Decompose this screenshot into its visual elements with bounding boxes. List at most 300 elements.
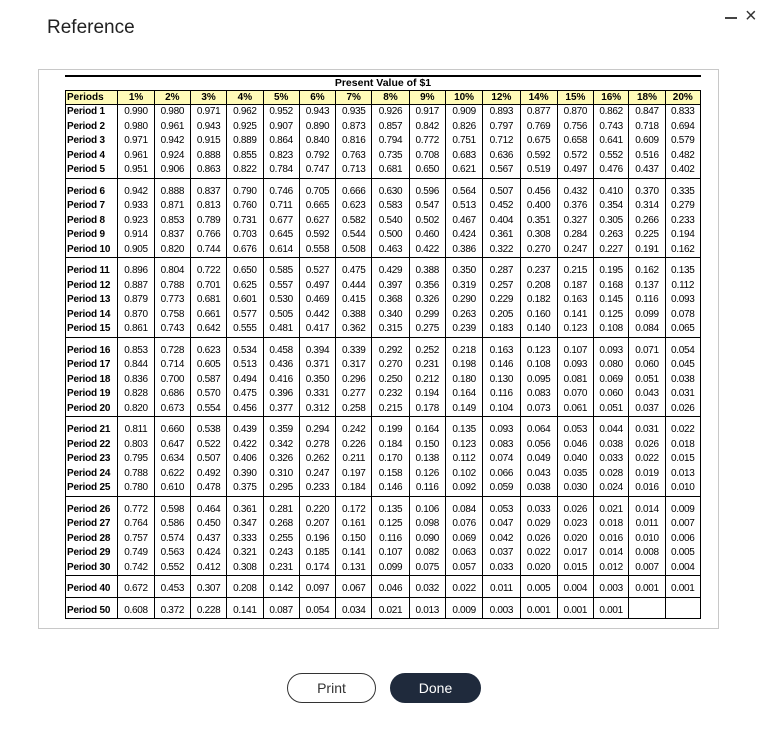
table-cell: 0.295	[263, 481, 299, 496]
table-cell: 0.634	[154, 452, 190, 467]
table-cell: 0.784	[263, 163, 299, 178]
table-cell: 0.354	[594, 199, 629, 214]
table-cell: 0.270	[372, 358, 409, 373]
table-cell: 0.003	[594, 576, 629, 598]
table-cell: 0.095	[520, 373, 557, 388]
table-cell: 0.010	[629, 532, 665, 547]
table-row	[66, 561, 701, 576]
table-cell: 0.464	[190, 496, 226, 517]
table-cell: 0.614	[263, 243, 299, 258]
row-period-label: Period 50	[66, 597, 118, 619]
table-cell: 0.010	[665, 481, 700, 496]
table-cell: 0.145	[594, 293, 629, 308]
table-cell: 0.971	[118, 134, 154, 149]
table-cell: 0.840	[299, 134, 335, 149]
table-cell: 0.042	[483, 532, 520, 547]
table-cell: 0.811	[118, 417, 154, 438]
table-cell: 0.402	[665, 163, 700, 178]
present-value-table	[65, 90, 701, 619]
table-cell: 0.228	[190, 597, 226, 619]
table-cell: 0.022	[629, 452, 665, 467]
table-cell: 0.130	[483, 373, 520, 388]
table-caption: Present Value of $1	[334, 77, 432, 89]
table-cell: 0.905	[118, 243, 154, 258]
table-cell: 0.790	[227, 178, 263, 199]
table-row	[66, 373, 701, 388]
table-cell: 0.712	[483, 134, 520, 149]
table-cell: 0.731	[227, 214, 263, 229]
table-cell: 0.059	[483, 481, 520, 496]
table-cell: 0.396	[263, 387, 299, 402]
table-cell: 0.227	[594, 243, 629, 258]
table-cell: 0.046	[557, 438, 593, 453]
table-cell: 0.351	[520, 214, 557, 229]
table-cell: 0.013	[409, 597, 445, 619]
row-period-label: Period 4	[66, 149, 118, 164]
table-row	[66, 576, 701, 598]
table-cell: 0.943	[190, 120, 226, 135]
table-cell: 0.164	[409, 417, 445, 438]
table-body	[66, 105, 701, 619]
table-cell: 0.507	[483, 178, 520, 199]
table-cell: 0.060	[594, 387, 629, 402]
table-cell: 0.722	[190, 258, 226, 279]
table-cell: 0.879	[118, 293, 154, 308]
table-cell: 0.098	[409, 517, 445, 532]
table-cell: 0.888	[190, 149, 226, 164]
table-row	[66, 496, 701, 517]
table-cell: 0.371	[299, 358, 335, 373]
row-period-label: Period 1	[66, 105, 118, 120]
column-header-rate: 7%	[336, 91, 372, 105]
table-cell: 0.469	[299, 293, 335, 308]
table-cell: 0.772	[409, 134, 445, 149]
table-cell: 0.711	[263, 199, 299, 214]
table-cell: 0.087	[263, 597, 299, 619]
table-cell: 0.460	[409, 228, 445, 243]
table-cell: 0.333	[227, 532, 263, 547]
table-cell: 0.842	[409, 120, 445, 135]
table-cell: 0.014	[629, 496, 665, 517]
table-cell: 0.197	[336, 467, 372, 482]
table-cell: 0.400	[520, 199, 557, 214]
table-cell: 0.376	[557, 199, 593, 214]
table-cell: 0.837	[190, 178, 226, 199]
table-cell: 0.310	[263, 467, 299, 482]
table-cell: 0.031	[629, 417, 665, 438]
table-cell: 0.372	[154, 597, 190, 619]
table-cell: 0.016	[629, 481, 665, 496]
table-cell: 0.275	[409, 322, 445, 337]
table-cell: 0.436	[263, 358, 299, 373]
table-cell: 0.757	[118, 532, 154, 547]
table-cell: 0.123	[445, 438, 482, 453]
table-cell: 0.247	[299, 467, 335, 482]
table-cell: 0.339	[336, 337, 372, 358]
table-cell: 0.497	[299, 279, 335, 294]
table-cell: 0.803	[118, 438, 154, 453]
table-cell: 0.735	[372, 149, 409, 164]
table-cell: 0.084	[445, 496, 482, 517]
table-cell: 0.450	[190, 517, 226, 532]
table-cell: 0.022	[520, 546, 557, 561]
table-cell: 0.107	[557, 337, 593, 358]
table-cell: 0.703	[227, 228, 263, 243]
table-row	[66, 178, 701, 199]
table-cell: 0.308	[227, 561, 263, 576]
table-cell: 0.557	[263, 279, 299, 294]
row-period-label: Period 17	[66, 358, 118, 373]
table-cell: 0.028	[594, 467, 629, 482]
table-cell: 0.888	[154, 178, 190, 199]
row-period-label: Period 12	[66, 279, 118, 294]
table-cell: 0.914	[118, 228, 154, 243]
table-cell: 0.439	[227, 417, 263, 438]
table-cell: 0.140	[520, 322, 557, 337]
table-cell: 0.743	[154, 322, 190, 337]
table-cell: 0.742	[118, 561, 154, 576]
table-cell: 0.751	[445, 134, 482, 149]
table-row	[66, 279, 701, 294]
table-cell: 0.007	[665, 517, 700, 532]
table-cell: 0.836	[118, 373, 154, 388]
table-cell: 0.442	[299, 308, 335, 323]
table-cell: 0.108	[520, 358, 557, 373]
table-cell: 0.552	[594, 149, 629, 164]
table-cell: 0.185	[299, 546, 335, 561]
close-icon[interactable]: ×	[745, 5, 757, 27]
table-cell: 0.907	[263, 120, 299, 135]
table-cell: 0.191	[629, 243, 665, 258]
table-cell: 0.475	[336, 258, 372, 279]
table-cell: 0.294	[299, 417, 335, 438]
table-cell: 0.233	[299, 481, 335, 496]
table-cell: 0.237	[520, 258, 557, 279]
table-cell: 0.935	[336, 105, 372, 120]
table-cell: 0.820	[154, 243, 190, 258]
table-row	[66, 387, 701, 402]
table-cell: 0.026	[557, 496, 593, 517]
table-cell: 0.067	[336, 576, 372, 598]
row-period-label: Period 16	[66, 337, 118, 358]
table-cell: 0.980	[154, 105, 190, 120]
table-cell: 0.513	[227, 358, 263, 373]
table-cell: 0.182	[520, 293, 557, 308]
table-cell: 0.432	[557, 178, 593, 199]
table-cell: 0.037	[629, 402, 665, 417]
table-cell: 0.026	[520, 532, 557, 547]
table-cell: 0.125	[594, 308, 629, 323]
table-cell: 0.608	[118, 597, 154, 619]
table-cell: 0.933	[118, 199, 154, 214]
table-cell: 0.760	[227, 199, 263, 214]
row-period-label: Period 25	[66, 481, 118, 496]
table-cell: 0.772	[118, 496, 154, 517]
row-period-label: Period 7	[66, 199, 118, 214]
table-cell: 0.053	[557, 417, 593, 438]
table-cell: 0.021	[594, 496, 629, 517]
table-cell: 0.026	[665, 402, 700, 417]
table-cell: 0.084	[629, 322, 665, 337]
table-cell: 0.665	[299, 199, 335, 214]
table-cell: 0.596	[409, 178, 445, 199]
table-cell: 0.563	[154, 546, 190, 561]
table-cell: 0.097	[299, 576, 335, 598]
table-cell: 0.952	[263, 105, 299, 120]
row-period-label: Period 14	[66, 308, 118, 323]
table-cell: 0.003	[483, 597, 520, 619]
table-cell: 0.683	[445, 149, 482, 164]
table-cell: 0.163	[483, 337, 520, 358]
table-cell: 0.093	[557, 358, 593, 373]
table-cell: 0.605	[190, 358, 226, 373]
table-cell: 0.889	[227, 134, 263, 149]
table-row	[66, 438, 701, 453]
table-cell: 0.794	[372, 134, 409, 149]
table-cell: 0.585	[263, 258, 299, 279]
table-cell: 0.788	[118, 467, 154, 482]
table-cell: 0.215	[557, 258, 593, 279]
print-button[interactable]: Print	[287, 673, 376, 703]
table-cell: 0.813	[190, 199, 226, 214]
row-period-label: Period 24	[66, 467, 118, 482]
table-cell: 0.513	[445, 199, 482, 214]
table-cell: 0.456	[520, 178, 557, 199]
table-cell: 0.001	[520, 597, 557, 619]
table-cell: 0.141	[557, 308, 593, 323]
table-cell: 0.758	[154, 308, 190, 323]
table-cell: 0.287	[483, 258, 520, 279]
table-cell: 0.925	[227, 120, 263, 135]
table-cell: 0.555	[227, 322, 263, 337]
table-cell: 0.951	[118, 163, 154, 178]
table-cell: 0.422	[409, 243, 445, 258]
table-cell: 0.853	[118, 337, 154, 358]
table-cell: 0.622	[154, 467, 190, 482]
table-cell: 0.404	[483, 214, 520, 229]
row-period-label: Period 11	[66, 258, 118, 279]
row-period-label: Period 40	[66, 576, 118, 598]
table-cell: 0.116	[483, 387, 520, 402]
table-cell: 0.314	[629, 199, 665, 214]
table-cell: 0.174	[299, 561, 335, 576]
table-cell: 0.763	[336, 149, 372, 164]
table-cell: 0.516	[629, 149, 665, 164]
table-cell: 0.075	[409, 561, 445, 576]
table-cell: 0.773	[154, 293, 190, 308]
table-cell: 0.816	[336, 134, 372, 149]
column-header-rate: 6%	[299, 91, 335, 105]
table-cell: 0.601	[227, 293, 263, 308]
table-cell: 0.522	[190, 438, 226, 453]
table-row	[66, 322, 701, 337]
table-cell: 0.266	[629, 214, 665, 229]
row-period-label: Period 18	[66, 373, 118, 388]
done-button[interactable]: Done	[390, 673, 481, 703]
table-cell: 0.004	[665, 561, 700, 576]
row-period-label: Period 28	[66, 532, 118, 547]
table-cell: 0.080	[594, 358, 629, 373]
table-cell: 0.146	[483, 358, 520, 373]
table-cell: 0.178	[409, 402, 445, 417]
table-cell: 0.268	[263, 517, 299, 532]
row-period-label: Period 10	[66, 243, 118, 258]
table-cell: 0.281	[263, 496, 299, 517]
table-cell: 0.011	[483, 576, 520, 598]
table-cell: 0.022	[445, 576, 482, 598]
table-cell: 0.463	[372, 243, 409, 258]
table-cell: 0.231	[263, 561, 299, 576]
table-cell: 0.701	[190, 279, 226, 294]
table-cell: 0.033	[594, 452, 629, 467]
table-cell: 0.112	[665, 279, 700, 294]
table-cell: 0.212	[409, 373, 445, 388]
table-row	[66, 163, 701, 178]
table-cell: 0.642	[190, 322, 226, 337]
table-cell: 0.031	[665, 387, 700, 402]
table-cell: 0.942	[118, 178, 154, 199]
minimize-icon[interactable]	[725, 17, 737, 20]
table-cell: 0.015	[557, 561, 593, 576]
table-cell: 0.258	[336, 402, 372, 417]
table-cell: 0.837	[154, 228, 190, 243]
table-cell: 0.650	[227, 258, 263, 279]
table-cell: 0.570	[190, 387, 226, 402]
table-cell: 0.361	[483, 228, 520, 243]
table-cell: 0.636	[483, 149, 520, 164]
table-cell: 0.368	[372, 293, 409, 308]
table-cell: 0.024	[594, 481, 629, 496]
table-cell: 0.677	[263, 214, 299, 229]
table-cell: 0.131	[336, 561, 372, 576]
table-cell: 0.789	[190, 214, 226, 229]
table-cell: 0.713	[336, 163, 372, 178]
table-cell: 0.971	[190, 105, 226, 120]
table-cell: 0.397	[372, 279, 409, 294]
table-cell: 0.780	[118, 481, 154, 496]
table-cell: 0.410	[594, 178, 629, 199]
table-cell: 0.292	[372, 337, 409, 358]
table-cell: 0.623	[336, 199, 372, 214]
table-cell: 0.142	[263, 576, 299, 598]
table-cell: 0.250	[372, 373, 409, 388]
table-cell: 0.226	[336, 438, 372, 453]
table-cell: 0.180	[445, 373, 482, 388]
table-cell: 0.231	[409, 358, 445, 373]
table-cell: 0.544	[336, 228, 372, 243]
table-cell: 0.527	[299, 258, 335, 279]
table-cell: 0.107	[372, 546, 409, 561]
column-header-rate: 20%	[665, 91, 700, 105]
table-cell: 0.534	[227, 337, 263, 358]
table-cell: 0.417	[299, 322, 335, 337]
table-cell: 0.021	[372, 597, 409, 619]
table-cell: 0.211	[336, 452, 372, 467]
table-cell: 0.681	[190, 293, 226, 308]
table-cell: 0.621	[445, 163, 482, 178]
table-cell: 0.386	[445, 243, 482, 258]
table-cell: 0.104	[483, 402, 520, 417]
column-header-rate: 5%	[263, 91, 299, 105]
table-cell: 0.069	[445, 532, 482, 547]
table-cell: 0.853	[154, 214, 190, 229]
table-cell: 0.494	[227, 373, 263, 388]
table-cell: 0.043	[629, 387, 665, 402]
table-cell: 0.093	[665, 293, 700, 308]
table-cell: 0.823	[263, 149, 299, 164]
table-cell: 0.262	[299, 452, 335, 467]
table-cell: 0.038	[665, 373, 700, 388]
table-cell: 0.243	[263, 546, 299, 561]
table-row	[66, 214, 701, 229]
table-cell: 0.519	[520, 163, 557, 178]
table-cell: 0.233	[665, 214, 700, 229]
table-cell: 0.092	[445, 481, 482, 496]
table-cell: 0.023	[557, 517, 593, 532]
table-cell: 0.125	[372, 517, 409, 532]
table-cell: 0.666	[336, 178, 372, 199]
row-period-label: Period 22	[66, 438, 118, 453]
table-cell: 0.196	[299, 532, 335, 547]
table-cell: 0.071	[629, 337, 665, 358]
column-header-rate: 3%	[190, 91, 226, 105]
table-cell: 0.005	[665, 546, 700, 561]
table-cell: 0.507	[190, 452, 226, 467]
table-cell: 0.587	[190, 373, 226, 388]
row-period-label: Period 13	[66, 293, 118, 308]
table-row	[66, 228, 701, 243]
table-cell: 0.797	[483, 120, 520, 135]
table-cell: 0.390	[227, 467, 263, 482]
table-cell: 0.135	[445, 417, 482, 438]
column-header-rate: 15%	[557, 91, 593, 105]
table-cell: 0.609	[629, 134, 665, 149]
table-cell: 0.962	[227, 105, 263, 120]
table-cell: 0.547	[409, 199, 445, 214]
table-row	[66, 258, 701, 279]
table-cell: 0.284	[557, 228, 593, 243]
row-period-label: Period 3	[66, 134, 118, 149]
table-cell: 0.053	[483, 496, 520, 517]
table-row	[66, 597, 701, 619]
table-cell: 0.004	[557, 576, 593, 598]
table-cell: 0.038	[520, 481, 557, 496]
table-cell: 0.207	[299, 517, 335, 532]
column-header-rate: 2%	[154, 91, 190, 105]
table-cell: 0.388	[409, 258, 445, 279]
table-cell: 0.326	[263, 452, 299, 467]
table-cell: 0.538	[190, 417, 226, 438]
table-cell: 0.038	[594, 438, 629, 453]
table-cell: 0.112	[445, 452, 482, 467]
table-cell: 0.747	[299, 163, 335, 178]
table-row	[66, 105, 701, 120]
table-cell: 0.061	[557, 402, 593, 417]
table-cell: 0.660	[154, 417, 190, 438]
table-cell: 0.225	[629, 228, 665, 243]
table-cell: 0.700	[154, 373, 190, 388]
table-cell: 0.857	[372, 120, 409, 135]
row-period-label: Period 2	[66, 120, 118, 135]
table-header-row	[66, 91, 701, 105]
table-cell: 0.102	[445, 467, 482, 482]
table-cell: 0.060	[629, 358, 665, 373]
table-cell: 0.063	[445, 546, 482, 561]
table-cell: 0.847	[629, 105, 665, 120]
table-cell: 0.012	[594, 561, 629, 576]
row-period-label: Period 23	[66, 452, 118, 467]
table-cell: 0.855	[227, 149, 263, 164]
